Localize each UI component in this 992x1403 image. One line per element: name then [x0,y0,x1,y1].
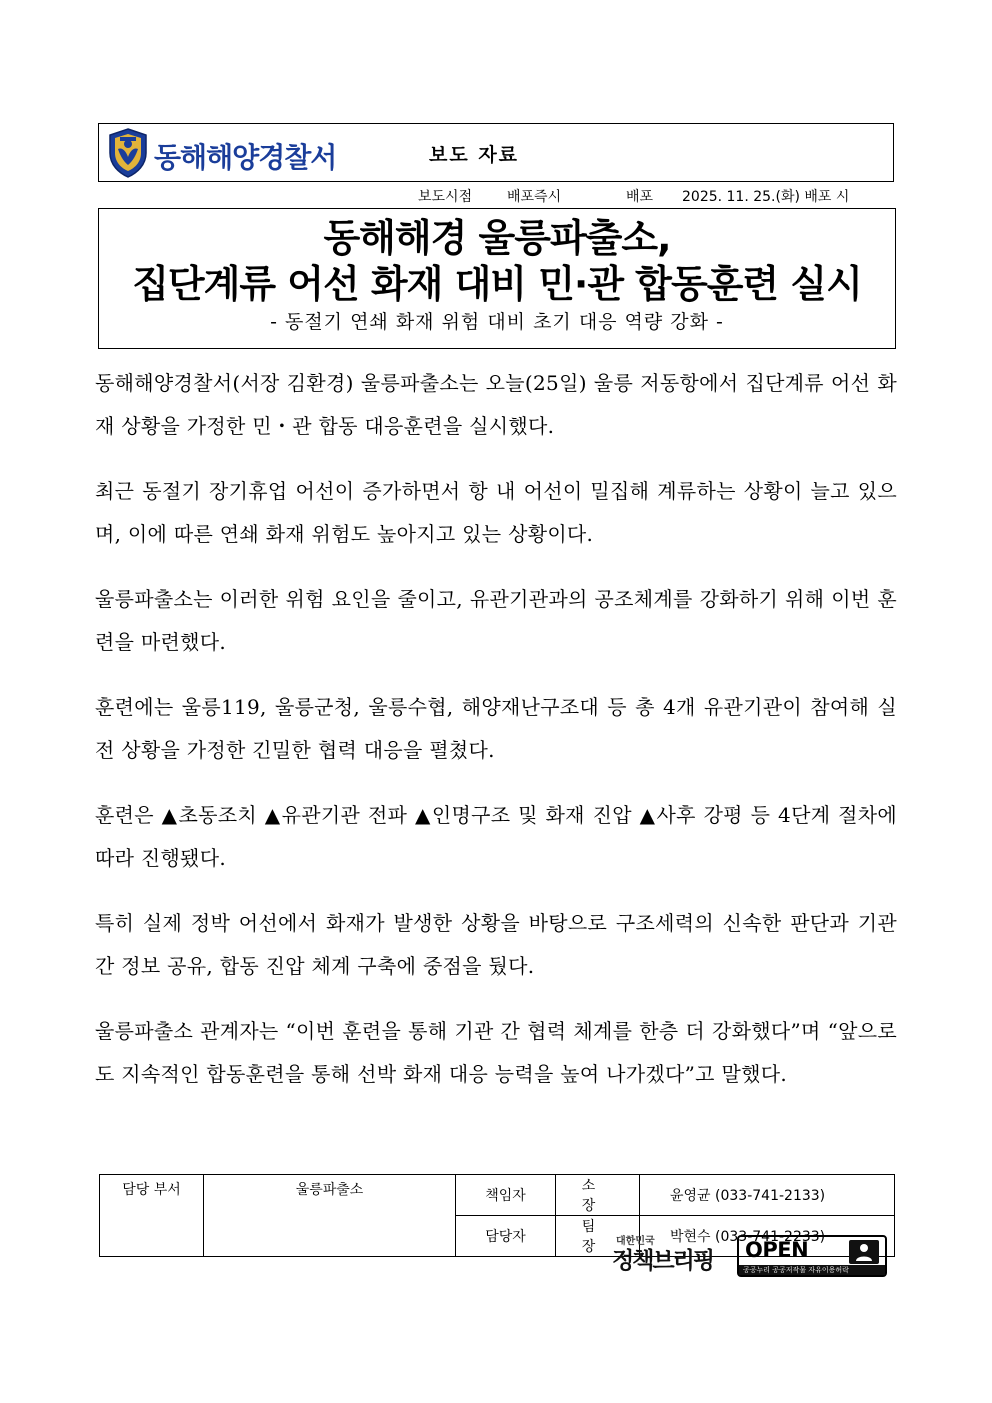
headline-line-1: 동해해경 울릉파출소, [323,216,671,260]
open-text: OPEN [745,1238,809,1262]
coast-guard-emblem-icon [106,127,150,179]
brand-main-text: 정책브리핑 [612,1248,714,1274]
org-name: 동해해양경찰서 [154,141,337,174]
paragraph: 울릉파출소 관계자는 “이번 훈련을 통해 기관 간 협력 체계를 한층 더 강화했다”며 “앞으로도 지속적인 합동훈련을 통해 선박 화재 대응 능력을 높여 나가겠다”고 말했다. [95,1019,897,1086]
contact-person: 윤영균 (033-741-2133) [640,1175,895,1216]
contact-person: 박현수 (033-741-2233) [640,1216,895,1257]
person-icon [849,1240,879,1264]
brand-top-text: 대한민국 [616,1236,655,1247]
header-box [98,123,894,182]
org-logo [106,127,337,179]
paragraph: 최근 동절기 장기휴업 어선이 증가하면서 항 내 어선이 밀집해 계류하는 상황이 늘고 있으며, 이에 따른 연쇄 화재 위험도 높아지고 있는 상황이다. [95,479,897,546]
release-date-label: 배포 [626,189,654,205]
paragraph: 훈련은 ▲초동조치 ▲유관기관 전파 ▲인명구조 및 화재 진압 ▲사후 강평 등 4단계 절차에 따라 진행됐다. [95,803,897,870]
headline-line-2: 집단계류 어선 화재 대비 민·관 합동훈련 실시 [132,262,862,306]
release-date-value: 2025. 11. 25.(화) 배포 시 [682,189,850,205]
release-time-value: 배포즉시 [507,189,562,205]
policy-briefing-logo [612,1232,732,1274]
paragraph: 동해해양경찰서(서장 김환경) 울릉파출소는 오늘(25일) 울릉 저동항에서 집단계류 어선 화재 상황을 가정한 민・관 합동 대응훈련을 실시했다. [95,371,897,438]
distribution-line [418,186,893,206]
contact-role: 책임자 [456,1175,556,1216]
dept-label: 담당 부서 [100,1175,204,1257]
contact-role: 담당자 [456,1216,556,1257]
title-box [98,208,896,349]
table-row [100,1175,895,1216]
contact-position: 팀 장 [556,1216,640,1257]
open-license-strip: 공공누리 공공저작물 자유이용허락 [739,1265,885,1275]
paragraph: 울릉파출소는 이러한 위험 요인을 줄이고, 유관기관과의 공조체계를 강화하기 위해 이번 훈련을 마련했다. [95,587,897,654]
paragraph: 특히 실제 정박 어선에서 화재가 발생한 상황을 바탕으로 구조세력의 신속한 판단과 기관 간 정보 공유, 합동 진압 체계 구축에 중점을 뒀다. [95,911,897,978]
subtitle: - 동절기 연쇄 화재 위험 대비 초기 대응 역량 강화 - [270,311,724,333]
dept-name: 울릉파출소 [204,1175,456,1257]
article-body [95,362,897,1118]
contact-position: 소 장 [556,1175,640,1216]
release-time-label: 보도시점 [418,189,473,205]
paragraph: 훈련에는 울릉119, 울릉군청, 울릉수협, 해양재난구조대 등 총 4개 유관기관이 참여해 실전 상황을 가정한 긴밀한 협력 대응을 펼쳤다. [95,695,897,762]
kogl-open-badge [737,1235,887,1277]
release-label: 보도 자료 [429,144,520,166]
